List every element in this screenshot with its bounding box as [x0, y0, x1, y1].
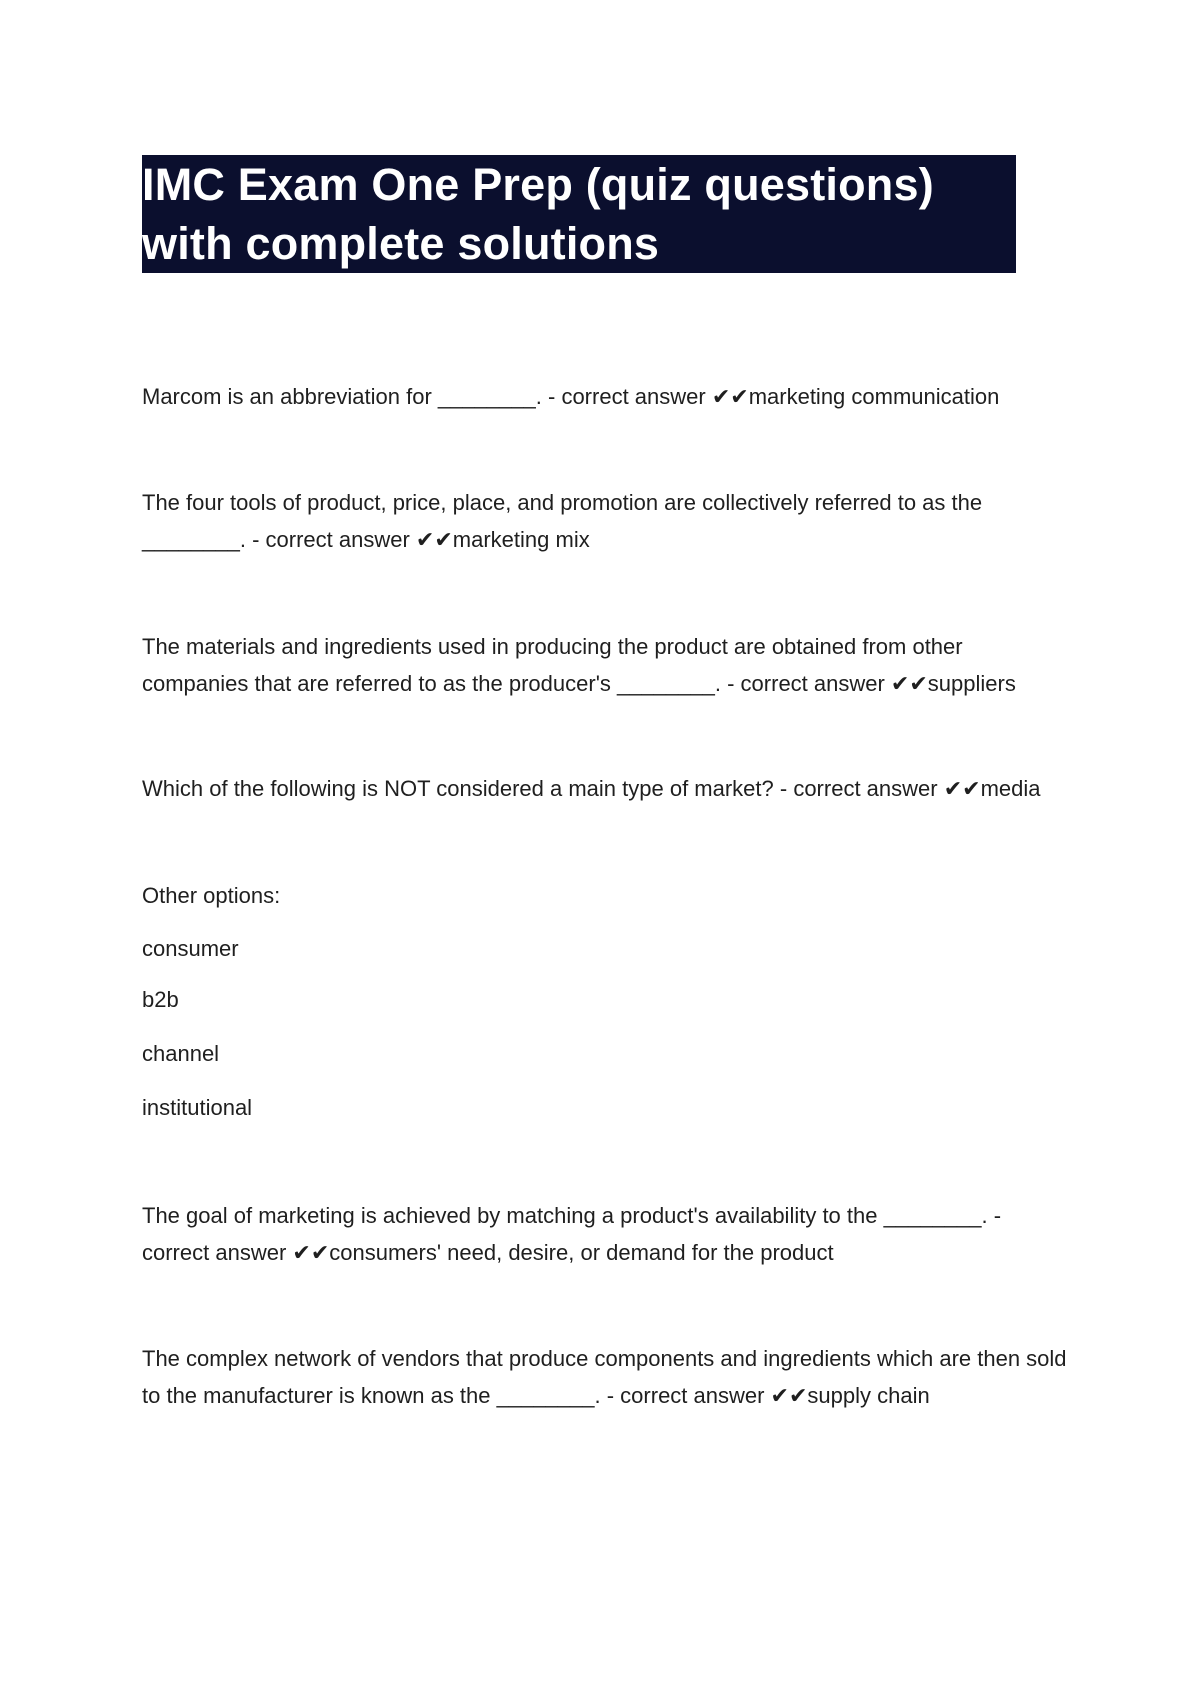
title-banner [142, 155, 1016, 273]
question-answer-5: The goal of marketing is achieved by matching a product's availability to the ________. - correct answer ✔✔consumers' need, desire, or demand for the product [142, 1203, 1002, 1265]
option-item: channel [142, 1041, 220, 1066]
document-title: IMC Exam One Prep (quiz questions) with complete solutions [142, 159, 934, 269]
question-answer-6: The complex network of vendors that produce components and ingredients which are then sold to the manufacturer is known as the ________. - correct answer ✔✔supply chain [142, 1346, 1067, 1408]
question-answer-2: The four tools of product, price, place, and promotion are collectively referred to as the ________. - correct answer ✔✔marketing mix [142, 490, 983, 552]
option-item: institutional [142, 1095, 253, 1120]
question-answer-4: Which of the following is NOT considered a main type of market? - correct answer ✔✔media [142, 776, 1041, 801]
other-options-heading: Other options: [142, 883, 281, 908]
option-item: consumer [142, 936, 239, 961]
question-answer-3: The materials and ingredients used in producing the product are obtained from other companies that are referred to as the producer's ________. - correct answer ✔✔suppliers [142, 634, 1016, 696]
question-answer-1: Marcom is an abbreviation for ________. - correct answer ✔✔marketing communication [142, 384, 1000, 409]
option-item: b2b [142, 987, 179, 1012]
